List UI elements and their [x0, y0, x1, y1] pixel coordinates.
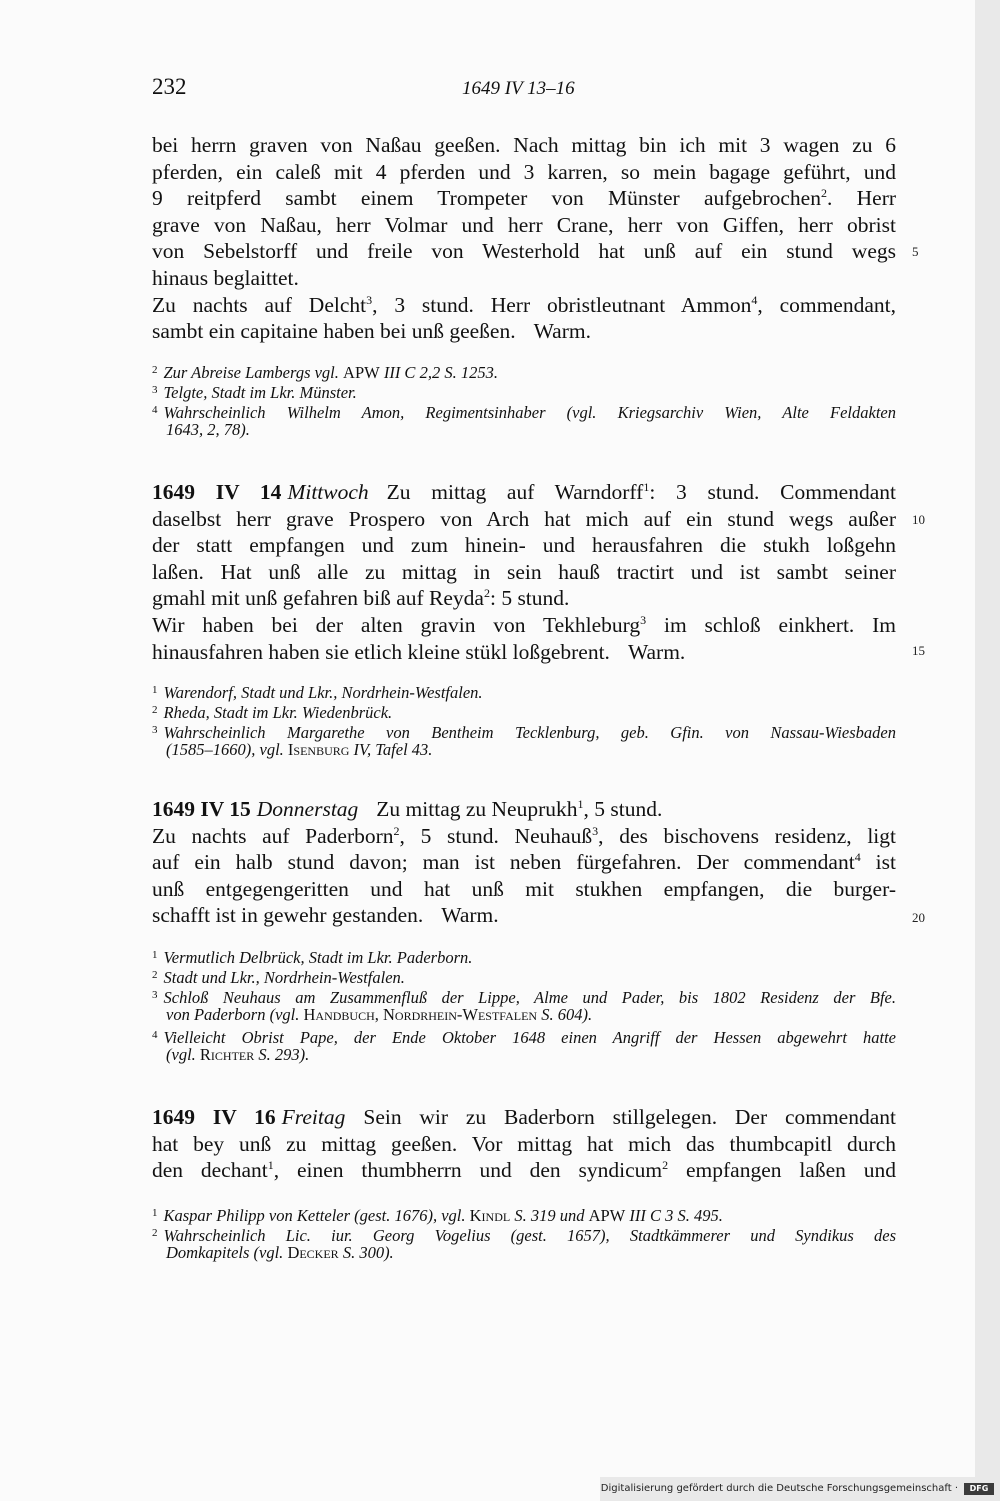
footnote: $^1$ Warendorf, Stadt und Lkr., Nordrhein-Westfalen. — [152, 683, 483, 702]
text-line: den dechant$^1$, einen thumbherrn und den syndicum$^2$ empfangen laßen und — [152, 1158, 896, 1183]
text-line: von Sebelstorff und freile von Westerhold hat unß auf ein stund wegs — [152, 239, 896, 264]
entry-first-line: 1649 IV 15 Donnerstag Zu mittag zu Neuprukh$^1$, 5 stund. — [152, 797, 663, 821]
footer-text: Digitalisierung gefördert durch die Deutsche Forschungsgemeinschaft · — [600, 1483, 958, 1494]
text-line: pferden, ein caleß mit 4 pferden und 3 karren, so mein bagage geführt, und — [152, 159, 896, 184]
entry-day: Donnerstag — [256, 797, 359, 821]
text-line: gmahl mit unß gefahren biß auf Reyda$^2$: 5 stund. — [152, 586, 570, 611]
text-line: unß entgegengeritten und hat unß mit stukhen empfangen, die burger- — [152, 876, 896, 901]
entry-date: 1649 IV 15 — [152, 797, 251, 821]
entry-date: 1649 IV 14 — [152, 480, 282, 504]
footnote-continuation: 1643, 2, 78). — [166, 420, 250, 439]
footnote: $^4$ Vielleicht Obrist Pape, der Ende Oktober 1648 einen Angriff der Hessen abgewehrt hatte — [152, 1028, 896, 1047]
footnote-continuation: (1585–1660), vgl. Isenburg IV, Tafel 43. — [166, 740, 433, 759]
footnote: $^2$ Wahrscheinlich Lic. iur. Georg Vogelius (gest. 1657), Stadtkämmerer und Syndikus des — [152, 1226, 896, 1245]
diary-entry-1649-iv-14 — [152, 479, 896, 665]
text-line: Wir haben bei der alten gravin von Tekhleburg$^3$ im schloß einkhert. Im — [152, 612, 896, 637]
page-header — [152, 74, 892, 106]
text-line: Zu nachts auf Paderborn$^2$, 5 stund. Neuhauß$^3$, des bischovens residenz, ligt — [152, 823, 896, 848]
margin-line-number: 10 — [912, 512, 925, 527]
footnote: $^2$ Rheda, Stadt im Lkr. Wiedenbrück. — [152, 703, 393, 722]
text-line: auf ein halb stund davon; man ist neben fürgefahren. Der commendant$^4$ ist — [152, 850, 896, 875]
text-line: der statt empfangen und zum hinein- und herausfahren die stukh loßgehn — [152, 533, 896, 558]
margin-line-number: 5 — [912, 244, 919, 259]
footnotes-section-3 — [152, 945, 896, 1065]
text-line: schafft ist in gewehr gestanden. Warm. — [152, 903, 499, 928]
margin-line-number: 15 — [912, 643, 925, 658]
footnote: $^4$ Wahrscheinlich Wilhelm Amon, Regimentsinhaber (vgl. Kriegsarchiv Wien, Alte Feldakten — [152, 403, 896, 422]
footnote: $^3$ Telgte, Stadt im Lkr. Münster. — [152, 383, 357, 402]
entry-day: Mittwoch — [287, 480, 369, 504]
diary-entry-1649-iv-15 — [152, 796, 896, 929]
running-head: 1649 IV 13–16 — [462, 78, 575, 99]
text-line: grave von Naßau, herr Volmar und herr Crane, herr von Giffen, herr obrist — [152, 212, 896, 237]
text-line: hinausfahren haben sie etlich kleine stükl loßgebrent. Warm. — [152, 639, 686, 664]
footnote: $^3$ Wahrscheinlich Margarethe von Bentheim Tecklenburg, geb. Gfin. von Nassau-Wiesbaden — [152, 723, 896, 742]
text-line: bei herrn graven von Naßau geeßen. Nach mittag bin ich mit 3 wagen zu 6 — [152, 133, 896, 157]
footnotes-section-2 — [152, 680, 896, 760]
diary-text-continuation — [152, 132, 896, 345]
entry-first-line: 1649 IV 14 Mittwoch Zu mittag auf Warndorff$^1$: 3 stund. Commendant — [152, 480, 896, 504]
footnote-continuation: Domkapitels (vgl. Decker S. 300). — [166, 1243, 394, 1262]
footnote-continuation: von Paderborn (vgl. Handbuch, Nordrhein-Westfalen S. 604). — [166, 1005, 593, 1024]
digitization-footer — [600, 1477, 1000, 1501]
footnote: $^3$ Schloß Neuhaus am Zusammenfluß der Lippe, Alme und Pader, bis 1802 Residenz der Bfe. — [152, 988, 896, 1007]
entry-day: Freitag — [281, 1105, 346, 1129]
text-line: laßen. Hat unß alle zu mittag in sein hauß tractirt und ist sambt seiner — [152, 559, 896, 584]
footnote: $^1$ Vermutlich Delbrück, Stadt im Lkr. Paderborn. — [152, 948, 473, 967]
text-line: Zu nachts auf Delcht$^3$, 3 stund. Herr obristleutnant Ammon$^4$, commendant, — [152, 292, 896, 317]
text-line: daselbst herr grave Prospero von Arch hat mich auf ein stund wegs außer — [152, 506, 896, 531]
dfg-logo: DFG — [964, 1483, 994, 1495]
diary-entry-1649-iv-16 — [152, 1104, 896, 1184]
footnotes-section-4 — [152, 1203, 896, 1263]
footnote: $^2$ Stadt und Lkr., Nordrhein-Westfalen. — [152, 968, 405, 987]
entry-date: 1649 IV 16 — [152, 1105, 276, 1129]
footnotes-section-1 — [152, 360, 896, 440]
page-number: 232 — [152, 74, 187, 99]
text-line: hinaus beglaittet. — [152, 265, 299, 290]
footnote-continuation: (vgl. Richter S. 293). — [166, 1045, 310, 1064]
text-line: hat bey unß zu mittag geeßen. Vor mittag hat mich das thumbcapitl durch — [152, 1131, 896, 1156]
footnote: $^2$ Zur Abreise Lambergs vgl. APW III C 2,2 S. 1253. — [152, 363, 498, 382]
text-line: 9 reitpferd sambt einem Trompeter von Münster aufgebrochen$^2$. Herr — [152, 186, 897, 211]
text-line: sambt ein capitaine haben bei unß geeßen. Warm. — [152, 319, 591, 344]
entry-first-line: 1649 IV 16 Freitag Sein wir zu Baderborn stillgelegen. Der commendant — [152, 1105, 896, 1129]
footnote: $^1$ Kaspar Philipp von Ketteler (gest. 1676), vgl. Kindl S. 319 und APW III C 3 S. 495. — [152, 1206, 723, 1225]
margin-line-number: 20 — [912, 910, 925, 925]
